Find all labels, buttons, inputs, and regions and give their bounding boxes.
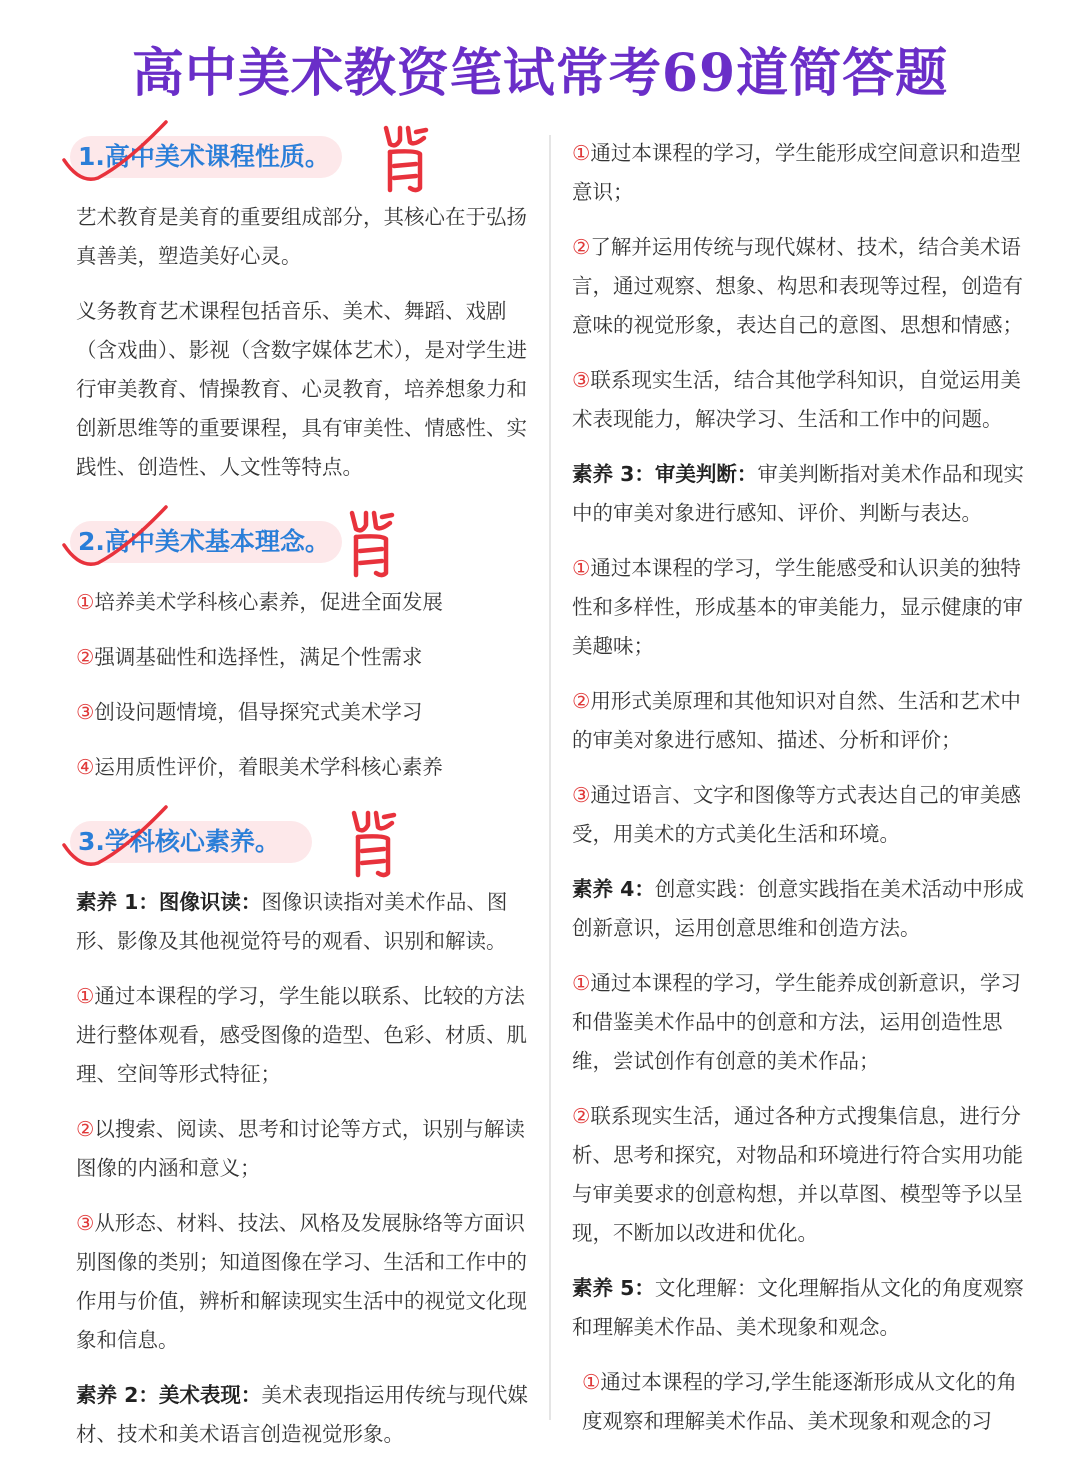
paragraph: 素养 2：美术表现：美术表现指运用传统与现代媒材、技术和美术语言创造视觉形象。 — [76, 1383, 528, 1446]
page-title: 高中美术教资笔试常考69道简答题 — [131, 43, 949, 104]
check-mark-icon — [58, 118, 198, 198]
paragraph: 素养 5：文化理解：文化理解指从文化的角度观察和理解美术作品、美术现象和观念。 — [572, 1276, 1024, 1339]
list-item: ①通过本课程的学习，学生能养成创新意识，学习和借鉴美术作品中的创意和方法，运用创造性思维，尝试创作有创意的美术作品； — [572, 971, 1021, 1073]
list-item: ②用形式美原理和其他知识对自然、生活和艺术中的审美对象进行感知、描述、分析和评价； — [572, 689, 1021, 752]
paragraph: 素养 4：创意实践：创意实践指在美术活动中形成创新意识，运用创意思维和创造方法。 — [572, 877, 1024, 940]
list-item: ①通过本课程的学习，学生能感受和认识美的独特性和多样性，形成基本的审美能力，显示健康的审美趣味； — [572, 556, 1023, 658]
section-2-header — [76, 503, 534, 583]
list-item: ④运用质性评价，着眼美术学科核心素养 — [76, 755, 443, 779]
list-item: ②了解并运用传统与现代媒材、技术，结合美术语言，通过观察、想象、构思和表现等过程，创造有意味的视觉形象，表达自己的意图、思想和情感； — [572, 235, 1023, 337]
right-column — [572, 134, 1030, 1457]
paragraph: 素养 1：图像识读：图像识读指对美术作品、图形、影像及其他视觉符号的观看、识别和解读。 — [76, 890, 508, 953]
section-3-header — [76, 803, 534, 883]
section-title: 2.高中美术基本理念。 — [78, 527, 330, 556]
list-item: ②联系现实生活，通过各种方式搜集信息，进行分析、思考和探究，对物品和环境进行符合实用功能与审美要求的创意构想，并以草图、模型等予以呈现，不断加以改进和优化。 — [572, 1104, 1023, 1245]
paragraph: 艺术教育是美育的重要组成部分，其核心在于弘扬真善美，塑造美好心灵。 — [76, 205, 527, 268]
left-column — [76, 118, 534, 1470]
section-title: 1.高中美术课程性质。 — [78, 142, 330, 171]
check-mark-icon — [58, 503, 198, 583]
section-1-header — [76, 118, 534, 198]
list-item: ①通过本课程的学习，学生能形成空间意识和造型意识； — [572, 141, 1021, 204]
list-item: ①通过本课程的学习，学生能以联系、比较的方法进行整体观看，感受图像的造型、色彩、材质、肌理、空间等形式特征； — [76, 984, 527, 1086]
list-item: ①通过本课程的学习,学生能逐渐形成从文化的角度观察和理解美术作品、美术现象和观念的习 — [582, 1370, 1017, 1433]
section-title: 3.学科核心素养。 — [78, 827, 280, 856]
list-item: ③创设问题情境，倡导探究式美术学习 — [76, 700, 423, 724]
list-item: ②以搜索、阅读、思考和讨论等方式，识别与解读图像的内涵和意义； — [76, 1117, 525, 1180]
list-item: ③联系现实生活，结合其他学科知识，自觉运用美术表现能力，解决学习、生活和工作中的问题。 — [572, 368, 1021, 431]
check-mark-icon — [58, 803, 198, 883]
handwritten-bei-glyph — [344, 807, 404, 881]
handwritten-bei-glyph — [342, 507, 402, 581]
paragraph: 素养 3：审美判断：审美判断指对美术作品和现实中的审美对象进行感知、评价、判断与表达。 — [572, 462, 1024, 525]
list-item: ③通过语言、文字和图像等方式表达自己的审美感受，用美术的方式美化生活和环境。 — [572, 783, 1021, 846]
list-item: ②强调基础性和选择性，满足个性需求 — [76, 645, 423, 669]
paragraph: 义务教育艺术课程包括音乐、美术、舞蹈、戏剧（含戏曲）、影视（含数字媒体艺术），是对学生进行审美教育、情操教育、心灵教育，培养想象力和创新思维等的重要课程，具有审美性、情感性、实践性、创造性、人文性等特点。 — [76, 299, 527, 479]
column-divider — [549, 135, 551, 1420]
list-item: ①培养美术学科核心素养，促进全面发展 — [76, 590, 443, 614]
handwritten-bei-glyph — [376, 122, 436, 196]
list-item: ③从形态、材料、技法、风格及发展脉络等方面识别图像的类别；知道图像在学习、生活和工作中的作用与价值，辨析和解读现实生活中的视觉文化现象和信息。 — [76, 1211, 527, 1352]
